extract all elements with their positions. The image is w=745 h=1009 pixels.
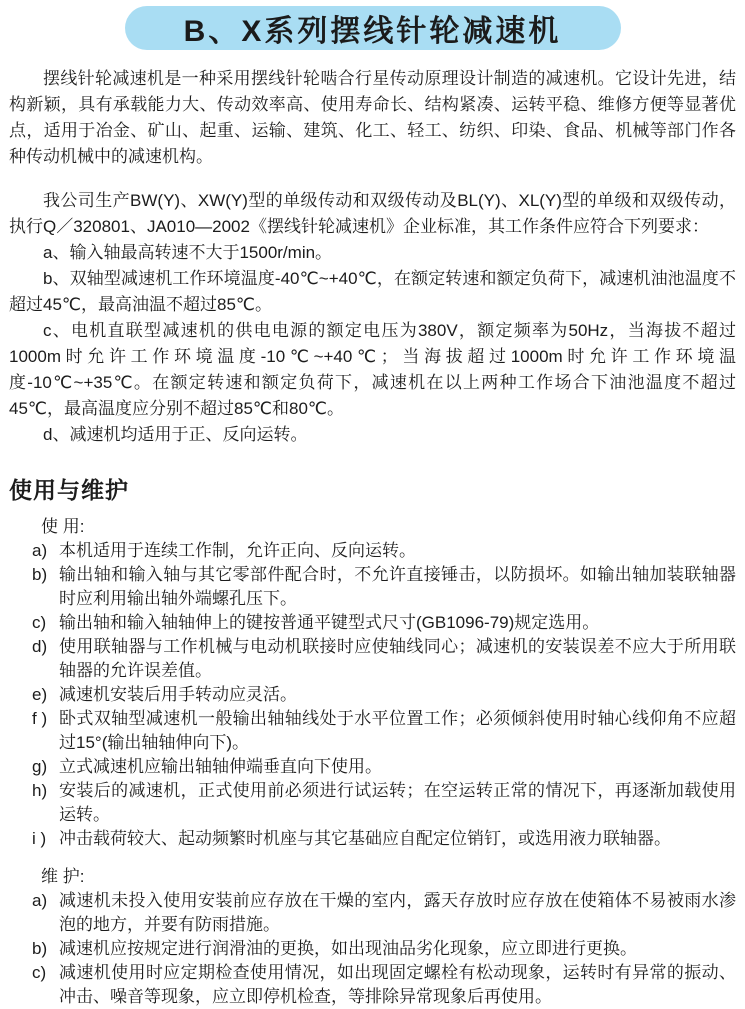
list-text: 本机适用于连续工作制，允许正向、反向运转。 — [59, 541, 416, 560]
list-marker: a) — [32, 541, 48, 560]
list-item — [32, 779, 736, 827]
intro-paragraph-1: 摆线针轮减速机是一种采用摆线针轮啮合行星传动原理设计制造的减速机。它设计先进，结构新颖，具有承载能力大、传动效率高、使用寿命长、结构紧凑、运转平稳、维修方便等显著优点，适用于冶金、矿山、起重、运输、建筑、化工、轻工、纺织、印染、食品、机械等部门作各种传动机械中的减速机构。 — [9, 69, 736, 166]
condition-item-d: d、减速机均适用于正、反向运转。 — [43, 425, 308, 444]
upkeep-list — [9, 889, 736, 1009]
list-item — [32, 635, 736, 683]
condition-item-b: b、双轴型减速机工作环境温度-40℃~+40℃，在额定转速和额定负荷下，减速机油池温度不超过45℃，最高油温不超过85℃。 — [9, 269, 736, 314]
list-text: 减速机使用时应定期检查使用情况，如出现固定螺栓有松动现象，运转时有异常的振动、冲击、噪音等现象，应立即停机检查，等排除异常现象后再使用。 — [59, 963, 736, 1006]
list-marker: a) — [32, 891, 48, 910]
page-title: B、X系列摆线针轮减速机 — [183, 15, 562, 48]
list-text: 冲击载荷较大、起动频繁时机座与其它基础应自配定位销钉，或选用液力联轴器。 — [59, 829, 671, 848]
list-text: 输出轴和输入轴轴伸上的键按普通平键型式尺寸(GB1096-79)规定选用。 — [59, 613, 600, 632]
upkeep-label: 维 护: — [41, 867, 85, 886]
list-item — [32, 937, 736, 961]
list-item — [32, 563, 736, 611]
list-text: 输出轴和输入轴与其它零部件配合时，不允许直接锤击，以防损坏。如输出轴加装联轴器时应利用输出轴外端螺孔压下。 — [59, 565, 736, 608]
list-marker: c) — [32, 613, 47, 632]
list-item — [32, 539, 736, 563]
list-marker: b) — [32, 939, 48, 958]
list-item — [32, 889, 736, 937]
list-marker: c) — [32, 963, 47, 982]
list-item — [32, 961, 736, 1009]
list-text: 减速机安装后用手转动应灵活。 — [59, 685, 297, 704]
title-banner — [125, 6, 621, 50]
list-item — [32, 611, 736, 635]
list-marker: g) — [32, 757, 48, 776]
list-text: 减速机应按规定进行润滑油的更换，如出现油品劣化现象，应立即进行更换。 — [59, 939, 637, 958]
list-marker: h) — [32, 781, 48, 800]
list-item — [32, 707, 736, 755]
list-text: 立式减速机应输出轴轴伸端垂直向下使用。 — [59, 757, 382, 776]
list-marker: d) — [32, 637, 48, 656]
list-item — [32, 755, 736, 779]
list-marker: e) — [32, 685, 48, 704]
list-text: 安装后的减速机，正式使用前必须进行试运转；在空运转正常的情况下，再逐渐加载使用运转。 — [59, 781, 736, 824]
condition-item-c: c、电机直联型减速机的供电电源的额定电压为380V，额定频率为50Hz，当海拔不超过1000m时允许工作环境温度-10℃~+40℃；当海拔超过1000m时允许工作环境温度-10℃~+35℃。在额定转速和额定负荷下，减速机在以上两种工作场合下油池温度不超过45℃，最高温度应分别不超过85℃和80℃。 — [9, 321, 736, 418]
list-text: 卧式双轴型减速机一般输出轴轴线处于水平位置工作；必须倾斜使用时轴心线仰角不应超过15°(输出轴轴伸向下)。 — [59, 709, 736, 752]
list-marker: i ) — [32, 829, 47, 848]
condition-item-a: a、输入轴最高转速不大于1500r/min。 — [43, 243, 333, 262]
list-item — [32, 683, 736, 707]
list-text: 使用联轴器与工作机械与电动机联接时应使轴线同心；减速机的安装误差不应大于所用联轴器的允许误差值。 — [59, 637, 736, 680]
intro-paragraph-2: 我公司生产BW(Y)、XW(Y)型的单级传动和双级传动及BL(Y)、XL(Y)型的单级和双级传动，执行Q／320801、JA010—2002《摆线针轮减速机》企业标准，其工作条件应符合下列要求： — [9, 191, 736, 236]
usage-list — [9, 539, 736, 851]
working-conditions-list — [9, 240, 736, 448]
list-marker: f ) — [32, 709, 48, 728]
list-marker: b) — [32, 565, 48, 584]
usage-label: 使 用: — [41, 517, 85, 536]
list-text: 减速机未投入使用安装前应存放在干燥的室内，露天存放时应存放在使箱体不易被雨水渗泡的地方，并要有防雨措施。 — [59, 891, 736, 934]
section-heading-usage-maintenance: 使用与维护 — [9, 477, 129, 503]
list-item — [32, 827, 736, 851]
